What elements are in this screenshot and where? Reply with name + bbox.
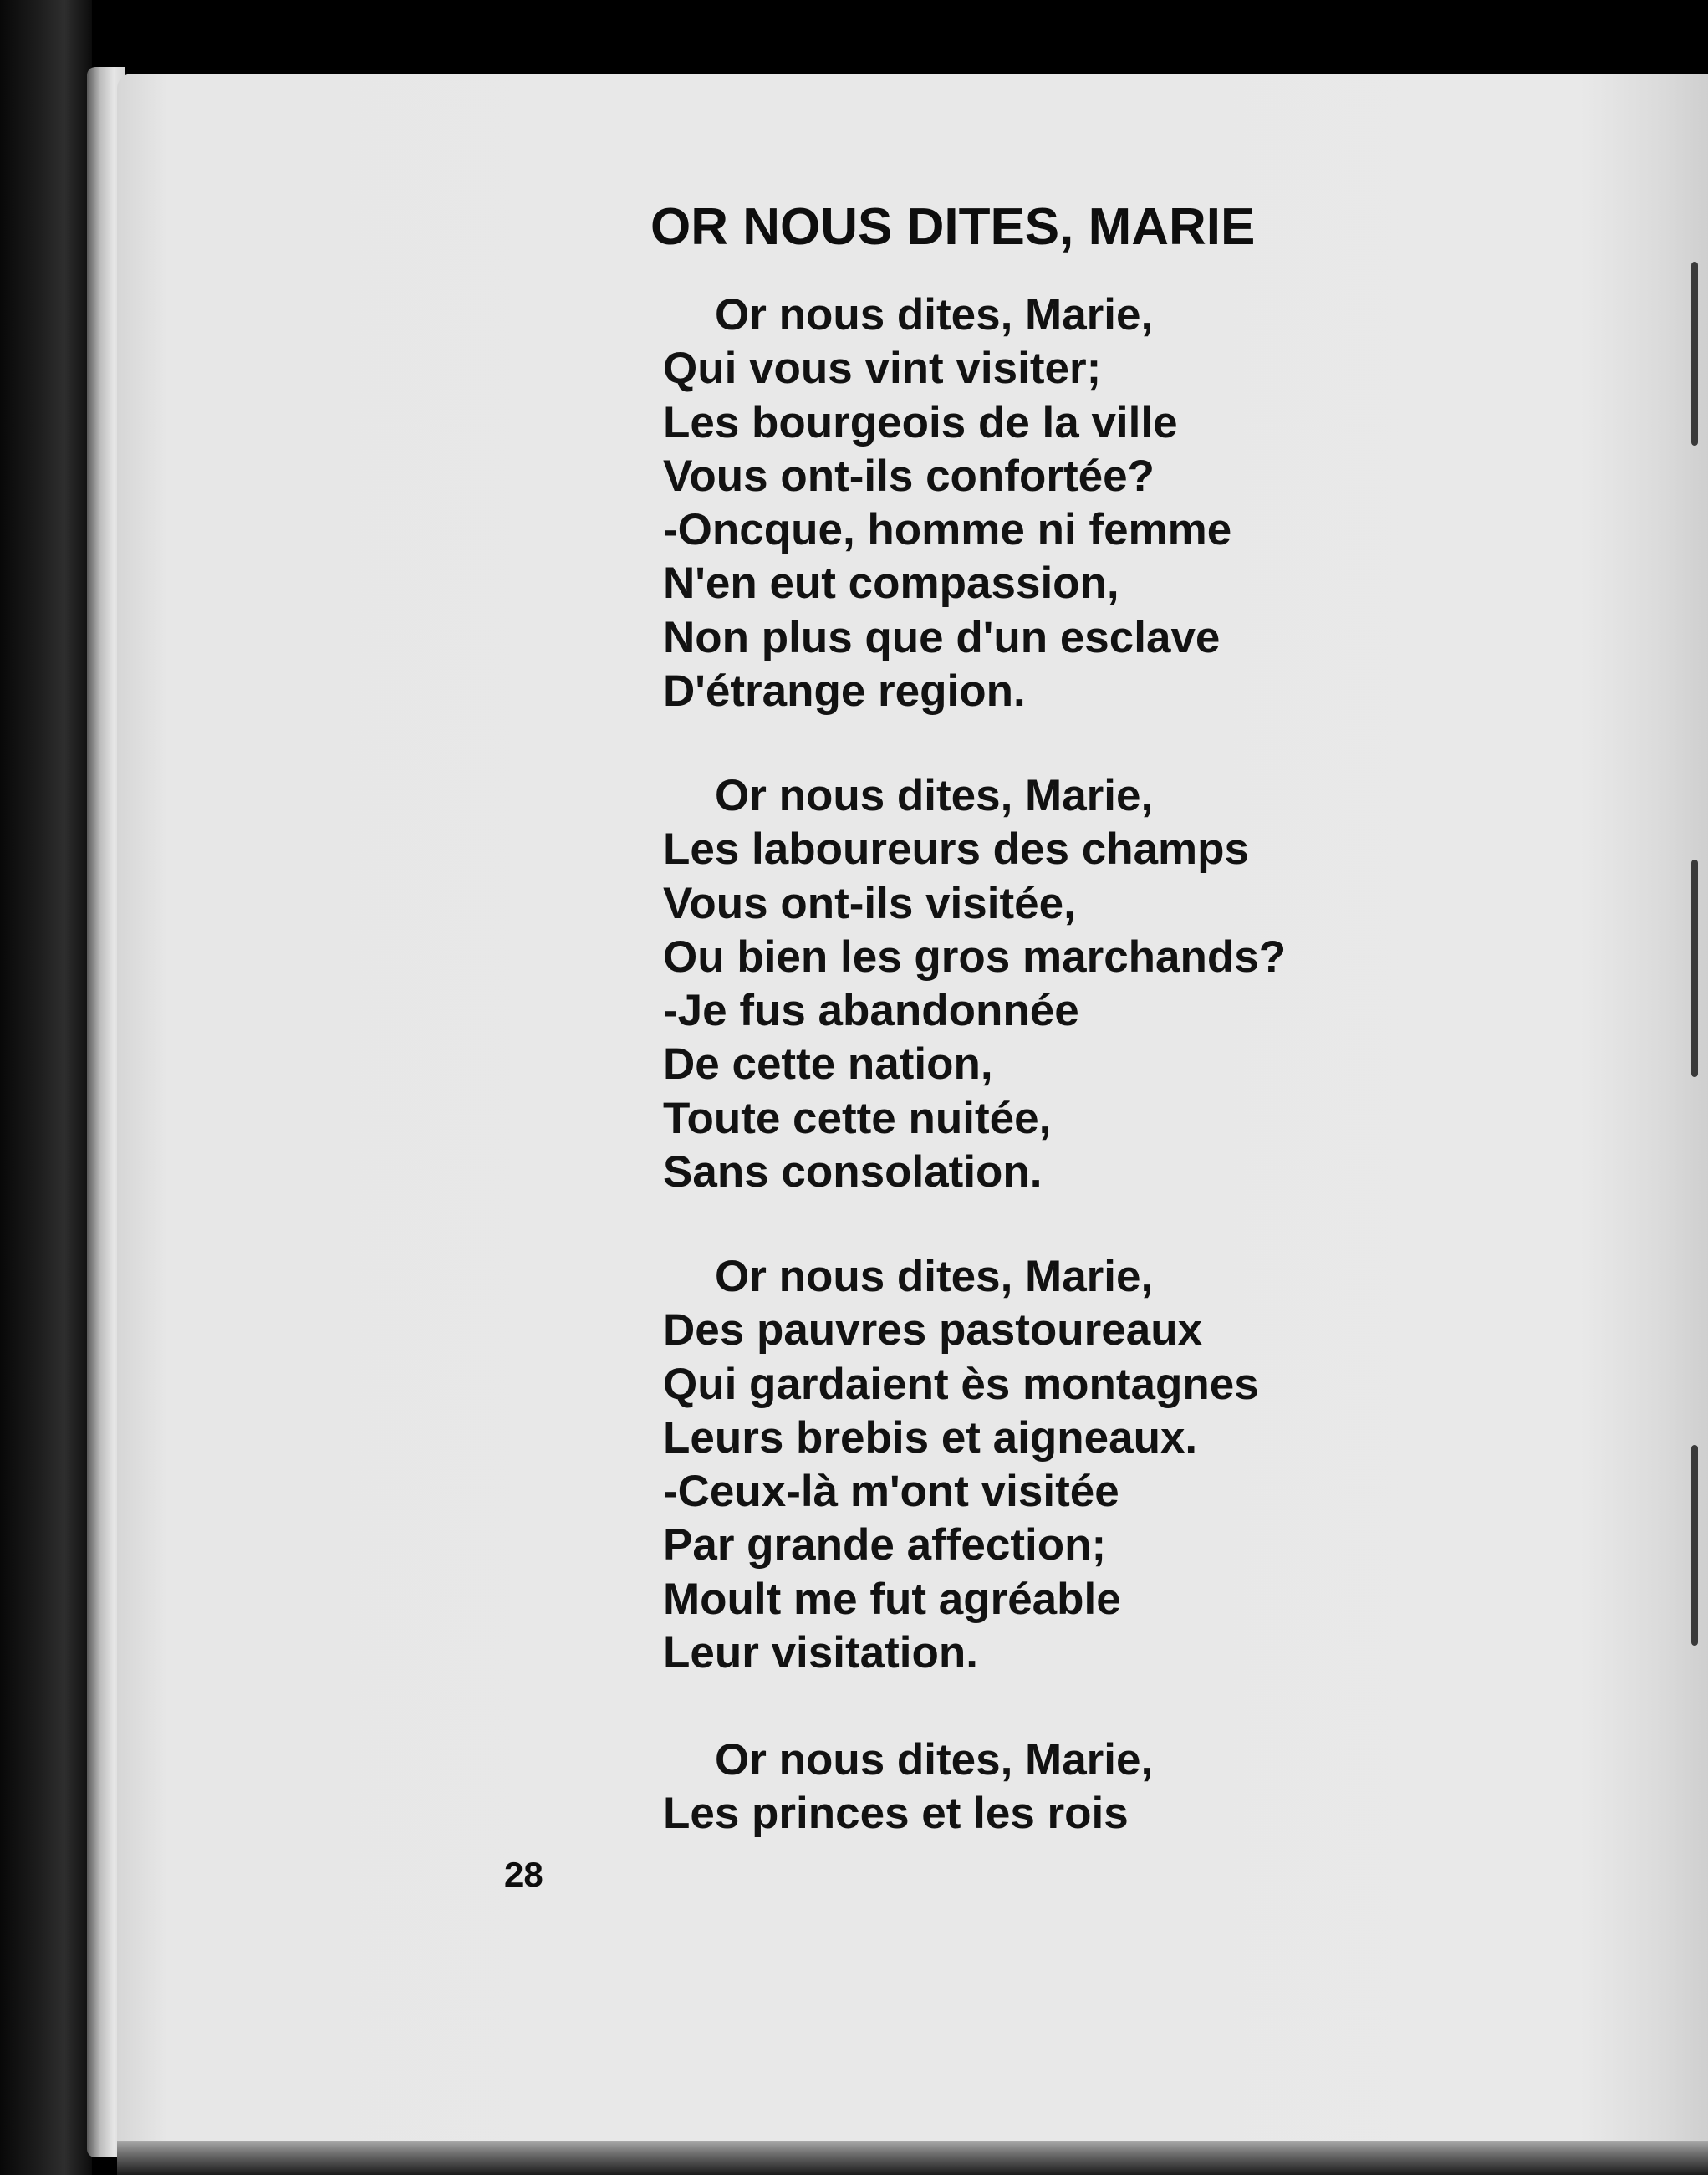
poem-line: Moult me fut agréable (663, 1574, 1121, 1624)
stanza-2 (663, 769, 1286, 1199)
poem-line: Qui vous vint visiter; (663, 344, 1102, 394)
poem-line: Or nous dites, Marie, (715, 1252, 1154, 1301)
page-edge-mark (1691, 262, 1698, 446)
stanza-1 (663, 288, 1231, 718)
poem-line: Or nous dites, Marie, (715, 771, 1154, 820)
poem-line: Des pauvres pastoureaux (663, 1305, 1203, 1356)
poem-line: Les princes et les rois (663, 1789, 1129, 1839)
poem-line: Ou bien les gros marchands? (663, 932, 1287, 982)
poem-line: Toute cette nuitée, (663, 1093, 1052, 1143)
poem-line: Or nous dites, Marie, (715, 1735, 1154, 1784)
poem-line: D'étrange region. (663, 666, 1026, 717)
poem-line: Leurs brebis et aigneaux. (663, 1412, 1198, 1463)
poem-line: N'en eut compassion, (663, 559, 1119, 609)
poem-line: -Ceux-là m'ont visitée (663, 1467, 1119, 1517)
poem-line: Vous ont-ils visitée, (663, 878, 1076, 928)
page-edge-mark (1691, 1445, 1698, 1646)
page-bottom-edge (117, 2141, 1708, 2175)
poem-line: Vous ont-ils confortée? (663, 451, 1155, 501)
poem-line: -Oncque, homme ni femme (663, 505, 1232, 555)
poem-line: Or nous dites, Marie, (715, 290, 1154, 340)
poem-line: -Je fus abandonnée (663, 986, 1079, 1036)
poem-title: OR NOUS DITES, MARIE (650, 198, 1256, 256)
poem-line: Sans consolation. (663, 1147, 1043, 1197)
poem-line: Par grande affection; (663, 1520, 1107, 1570)
poem-line: Qui gardaient ès montagnes (663, 1359, 1259, 1409)
poem-line: Les laboureurs des champs (663, 825, 1250, 875)
poem-line: Leur visitation. (663, 1628, 978, 1678)
stanza-4 (663, 1733, 1153, 1841)
poem-line: Non plus que d'un esclave (663, 612, 1221, 662)
book-binding (0, 0, 92, 2175)
poem-line: Les bourgeois de la ville (663, 397, 1178, 447)
stanza-3 (663, 1250, 1259, 1680)
page-edge-mark (1691, 860, 1698, 1077)
poem-line: De cette nation, (663, 1039, 993, 1090)
page-number: 28 (504, 1855, 543, 1894)
